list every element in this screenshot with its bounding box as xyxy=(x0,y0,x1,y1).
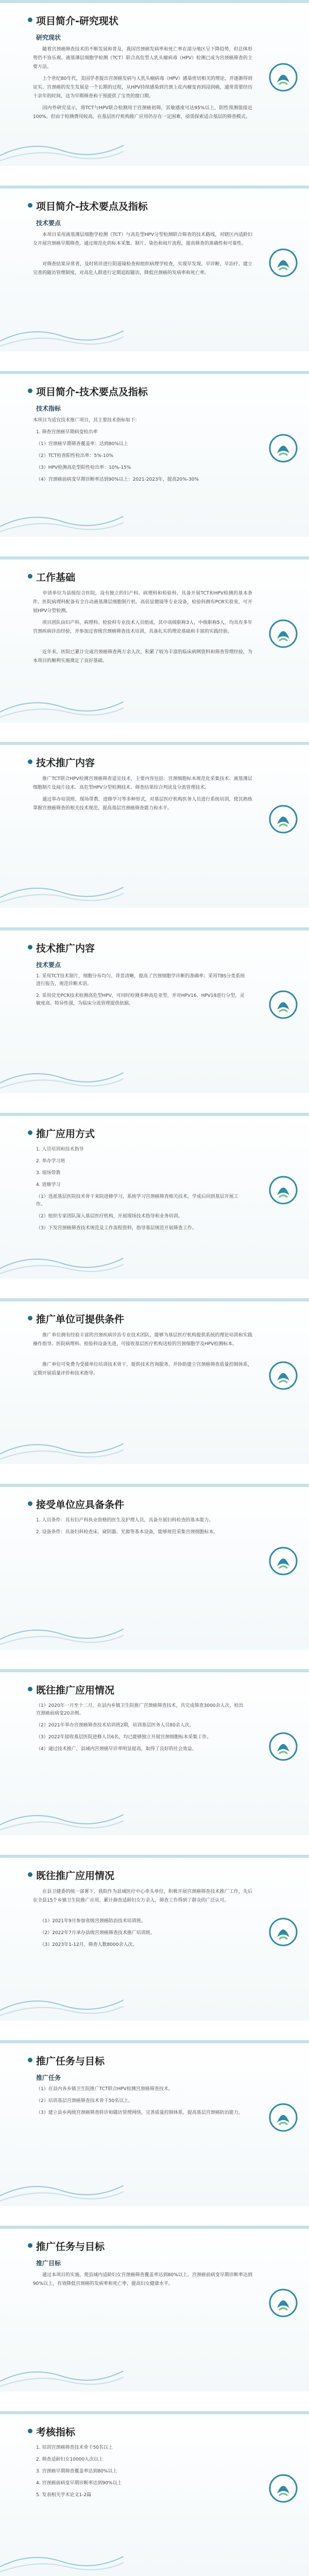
slide-11 xyxy=(0,1855,309,2025)
wave-decoration-icon xyxy=(0,320,124,351)
slide-title: 考核指标 xyxy=(36,2427,76,2438)
slide-13 xyxy=(0,2226,309,2396)
list-item: 2. 采用荧光PCR技术检测高危型HPV，可同时检测多种高危亚型，并对HPV16、HPV18进行分型，灵敏度高、特异性强，为临床分流管理提供依据。 xyxy=(36,993,245,1006)
list-item: （4）通过技术推广，县域内宫颈癌早诊率明显提高，取得了良好的社会效益。 xyxy=(36,1747,197,1752)
paragraph: 对筛查结果异常者，及时转诊进行阴道镜检查和组织病理学检查，实现早发现、早诊断、早治疗。建立完善的随访管理制度，对高危人群进行定期追踪随访，降低宫颈癌的发病率和死亡率。 xyxy=(33,262,252,276)
hospital-logo-icon xyxy=(268,62,299,93)
list-item: （3）HPV检测高危型阳性检出率：10%-15% xyxy=(36,465,131,470)
paragraph: （1）2021年9月参加省级宫颈癌防治技术培训班。 xyxy=(33,1919,146,1924)
slide-title: 推广单位可提供条件 xyxy=(36,1314,125,1325)
list-item: 1. 筛查宫颈癌早期病变检出率 xyxy=(36,430,98,435)
slide-title: 推广应用方式 xyxy=(36,1128,95,1140)
title-bullet-icon xyxy=(28,945,32,950)
paragraph: 国内外研究显示，将TCT与HPV联合检测用于宫颈癌初筛，其敏感度可达95%以上，阴性预测值接近100%。但由于检测费用较高，在基层医疗机构推广应用仍存在一定困难，亟需探索适合基层的筛查模式。 xyxy=(33,106,252,120)
slide-12 xyxy=(0,2040,309,2210)
title-bullet-icon xyxy=(28,203,32,208)
slide-8 xyxy=(0,1298,309,1468)
slide-top-bar xyxy=(0,2226,309,2229)
list-item: （3）下发宫颈癌筛查技术规范及工作流程资料，指导基层规范开展筛查工作。 xyxy=(36,1226,197,1231)
list-item: （1）选派基层医院技术骨干来院进修学习，系统学习宫颈癌筛查相关技术，学成后回到基层开展工作。 xyxy=(36,1194,238,1207)
list-item: （3）2022年接收基层医院进修人员6名，均已能够独立开展宫颈细胞标本采集工作。 xyxy=(36,1735,212,1740)
wave-decoration-icon xyxy=(0,1062,124,1093)
slide-top-bar xyxy=(0,1113,309,1116)
list-item: 3. 宫颈癌早期筛查覆盖率达到80%以上 xyxy=(36,2469,117,2474)
hospital-logo-icon xyxy=(268,1546,299,1577)
slide-top-bar xyxy=(0,556,309,560)
slide-top-bar xyxy=(0,1669,309,1672)
paragraph: 推广单位可免费为受援单位培训技术骨干，提供技术咨询服务，并协助建立宫颈癌筛查质量控制体系，定期开展质量评价和技术指导。 xyxy=(33,1362,252,1376)
wave-decoration-icon xyxy=(0,877,124,908)
title-bullet-icon xyxy=(28,1501,32,1506)
slide-title: 项目简介-技术要点及指标 xyxy=(36,386,148,398)
hospital-logo-icon xyxy=(268,989,299,1020)
paragraph: 推广TCT联合HPV检测宫颈癌筛查适宜技术，主要内容包括：宫颈细胞标本规范化采集技术、液基薄层细胞制片及阅片技术、高危型HPV分型检测技术、筛查结果综合判读及分流管理技术。 xyxy=(33,776,252,790)
slide-top-bar xyxy=(0,0,309,3)
hospital-logo-icon xyxy=(268,433,299,464)
paragraph: 推广单位拥有经验丰富的宫颈疾病诊治专业技术团队，能够为基层医疗机构提供系统的理论培训和实践操作指导。医院病理科、检验科设备先进，可接收基层医疗机构送检的宫颈细胞学及HPV检测标本。 xyxy=(33,1333,252,1347)
hospital-logo-icon xyxy=(268,1175,299,1206)
hospital-logo-icon xyxy=(268,2102,299,2133)
slide-top-bar xyxy=(0,1855,309,1858)
title-bullet-icon xyxy=(28,2429,32,2433)
paragraph: （3）2023年1-12月，筛查人数8000余人次。 xyxy=(33,1942,138,1947)
slide-title: 推广任务与目标 xyxy=(36,2241,105,2252)
wave-decoration-icon xyxy=(0,1990,124,2021)
title-bullet-icon xyxy=(28,18,32,22)
list-item: 3. 现场带教 xyxy=(36,1171,61,1176)
list-item: （1）在县内各乡镇卫生院推广TCT联合HPV检测宫颈癌筛查技术。 xyxy=(36,2087,173,2092)
slide-title: 既往推广应用情况 xyxy=(36,1685,115,1696)
slide-7 xyxy=(0,1113,309,1283)
wave-decoration-icon xyxy=(0,1804,124,1835)
wave-decoration-icon xyxy=(0,2175,124,2206)
slide-top-bar xyxy=(0,1298,309,1301)
wave-decoration-icon xyxy=(0,1433,124,1464)
list-item: 4. 宫颈癌前病变早期诊断率达到90%以上 xyxy=(36,2481,122,2486)
hospital-logo-icon xyxy=(268,1731,299,1762)
paragraph: 通过举办培训班、现场带教、进修学习等多种形式，对基层医疗机构医务人员进行系统培训，使其熟练掌握宫颈癌筛查的相关技术规范，提高基层宫颈癌筛查能力和水平。 xyxy=(33,797,252,811)
paragraph: 申请单位为县级综合医院，设有独立的妇产科、病理科和检验科，具备开展TCT和HPV检测的基本条件。医院病理科配备有全自动液基薄层细胞制片机、高倍显微镜等专业设备，检验科拥有PCR实验室，可开展HPV分型检测。 xyxy=(33,591,252,614)
slide-title: 项目简介-研究现状 xyxy=(36,15,118,27)
slide-top-bar xyxy=(0,185,309,189)
hospital-logo-icon xyxy=(268,2287,299,2318)
hospital-logo-icon xyxy=(268,2473,299,2504)
slide-heading: 技术要点 xyxy=(36,961,61,969)
slide-title: 接受单位应具备条件 xyxy=(36,1499,125,1511)
list-item: （2）TCT检查阳性检出率：5%-10% xyxy=(36,453,114,459)
list-item: 1. 人员条件：具有妇产科执业资格的医生及护理人员，具备开展妇科检查的基本能力。 xyxy=(36,1518,214,1523)
slide-intro: 本项目为适宜技术推广项目，其主要技术指标如下： xyxy=(33,418,140,423)
hospital-logo-icon xyxy=(268,804,299,835)
paragraph: 在县卫健委的统一部署下，我院作为县域医疗中心牵头单位，积极开展宫颈癌筛查技术推广工作，先后在全县15个乡镇卫生院推广应用，累计筛查适龄妇女万余人，筛查工作得到了群众的广泛认可。 xyxy=(33,1889,252,1903)
hospital-logo-icon xyxy=(268,1360,299,1391)
list-item: （2）组织专家团队深入基层医疗机构，开展现场技术指导和业务培训。 xyxy=(36,1214,183,1219)
wave-decoration-icon xyxy=(0,1248,124,1279)
wave-decoration-icon xyxy=(0,1619,124,1650)
list-item: 2. 设备条件：具备妇科检查床、窥阴器、光源等基本设备，能够规范采集宫颈细胞标本。 xyxy=(36,1530,218,1535)
title-bullet-icon xyxy=(28,1130,32,1135)
list-item: （2）2021年举办宫颈癌筛查技术培训班2期，培训基层医务人员80余人次。 xyxy=(36,1723,194,1728)
wave-decoration-icon xyxy=(0,135,124,166)
slide-4 xyxy=(0,556,309,726)
slide-2 xyxy=(0,185,309,355)
slide-top-bar xyxy=(0,2411,309,2414)
slide-heading: 研究现状 xyxy=(36,34,61,41)
title-bullet-icon xyxy=(28,388,32,393)
hospital-logo-icon xyxy=(268,618,299,649)
title-bullet-icon xyxy=(28,1316,32,1320)
title-bullet-icon xyxy=(28,1687,32,1691)
list-item: （4）宫颈癌前病变早期诊断率达到90%以上：2021-2023年，提高20%-30% xyxy=(36,477,199,482)
paragraph: 随着宫颈癌筛查技术的不断发展和普及，我国宫颈癌发病率和死亡率在部分地区呈下降趋势，但总体形势仍不容乐观。液基薄层细胞学检测（TCT）联合高危型人乳头瘤病毒（HPV）检测已成为宫颈癌筛查的主要方法。 xyxy=(33,47,252,70)
paragraph: 项目团队由妇产科、病理科、检验科专业技术人员组成，其中高级职称3人，中级职称5人，均具有多年宫颈疾病诊治经验，并参加过省级宫颈癌筛查技术培训，具备扎实的理论基础和丰富的实践经验。 xyxy=(33,620,252,634)
slide-title: 既往推广应用情况 xyxy=(36,1870,115,1882)
slide-top-bar xyxy=(0,742,309,745)
list-item: 1. 采用TCT技术制片，细胞分布均匀、背景清晰，提高了宫颈细胞学诊断的准确率；采用TBS分类系统进行报告，规范诊断术语。 xyxy=(36,974,245,987)
list-item: 2. 举办学习班 xyxy=(36,1159,65,1164)
title-bullet-icon xyxy=(28,759,32,764)
slide-5 xyxy=(0,742,309,912)
list-item: （1）2020年一月至十二月，在县内乡镇卫生院推广宫颈癌筛查技术，共完成筛查3000余人次，检出宫颈癌前病变20余例。 xyxy=(36,1703,244,1716)
slide-heading: 推广目标 xyxy=(36,2260,61,2267)
slide-title: 项目简介-技术要点及指标 xyxy=(36,201,148,212)
list-item: （2）培训基层宫颈癌筛查技术骨干50名以上。 xyxy=(36,2098,133,2104)
paragraph: 近年来，医院已累计完成宫颈癌筛查两万余人次，积累了较为丰富的临床病例资料和筛查管理经验，为本项目的顺利实施奠定了良好基础。 xyxy=(33,650,252,664)
list-item: 2. 筛查适龄妇女10000人次以上 xyxy=(36,2457,104,2462)
paragraph: （2）2022年7月承办县级宫颈癌筛查技术推广培训班。 xyxy=(33,1930,155,1936)
title-bullet-icon xyxy=(28,574,32,579)
slide-9 xyxy=(0,1484,309,1654)
slide-top-bar xyxy=(0,927,309,930)
wave-decoration-icon xyxy=(0,691,124,722)
slide-1 xyxy=(0,0,309,170)
paragraph: 本项目采用液基薄层细胞学检测（TCT）与高危型HPV分型检测联合筛查的技术路线，对辖区内适龄妇女开展宫颈癌早期筛查。通过规范化的标本采集、制片、染色和阅片流程，提高筛查的准确性和可靠性。 xyxy=(33,232,252,246)
hospital-logo-icon xyxy=(268,247,299,278)
slide-heading: 技术指标 xyxy=(36,405,61,412)
slide-heading: 推广任务 xyxy=(36,2074,61,2081)
slide-10 xyxy=(0,1669,309,1839)
list-item: （1）宫颈癌早期筛查覆盖率：达到80%以上 xyxy=(36,442,128,447)
slide-top-bar xyxy=(0,371,309,374)
slide-14 xyxy=(0,2411,309,2576)
slide-title: 工作基础 xyxy=(36,572,76,583)
slide-6 xyxy=(0,927,309,1097)
slide-top-bar xyxy=(0,2040,309,2043)
slide-top-bar xyxy=(0,1484,309,1487)
slide-heading: 技术要点 xyxy=(36,219,61,227)
slide-title: 推广任务与目标 xyxy=(36,2056,105,2067)
title-bullet-icon xyxy=(28,2243,32,2248)
paragraph: 通过本项目的实施，使县域内适龄妇女宫颈癌筛查覆盖率达到80%以上，宫颈癌前病变早期诊断率达到90%以上，有效降低宫颈癌的发病率和死亡率，提高妇女健康水平。 xyxy=(33,2273,252,2286)
list-item: 1. 培训宫颈癌筛查技术骨干50名以上 xyxy=(36,2445,113,2450)
slide-3 xyxy=(0,371,309,541)
title-bullet-icon xyxy=(28,2058,32,2062)
list-item: 4. 进修学习 xyxy=(36,1182,61,1188)
list-item: 1. 人员培训和技术指导 xyxy=(36,1147,84,1152)
wave-decoration-icon xyxy=(0,2546,124,2576)
list-item: 5. 发表相关学术论文1-2篇 xyxy=(36,2493,92,2498)
wave-decoration-icon xyxy=(0,506,124,537)
slide-title: 技术推广内容 xyxy=(36,943,95,954)
list-item: （3）建立县乡两级宫颈癌筛查转诊和随访管理网络，完善质量控制体系，提高基层宫颈癌防治能力。 xyxy=(36,2110,243,2115)
title-bullet-icon xyxy=(28,1872,32,1877)
slide-title: 技术推广内容 xyxy=(36,757,95,769)
hospital-logo-icon xyxy=(268,1917,299,1947)
wave-decoration-icon xyxy=(0,2361,124,2392)
paragraph: 上个世纪80年代，美国学者提出宫颈癌发病与人乳头瘤病毒（HPV）感染密切相关的理论，并逐渐得到证实。宫颈癌的发生发展是一个长期的过程，从HPV持续感染到宫颈上皮内瘤变再到浸润癌，通常需要经历十余年的时间，这为早期筛查和干预提供了宝贵的窗口期。 xyxy=(33,76,252,99)
